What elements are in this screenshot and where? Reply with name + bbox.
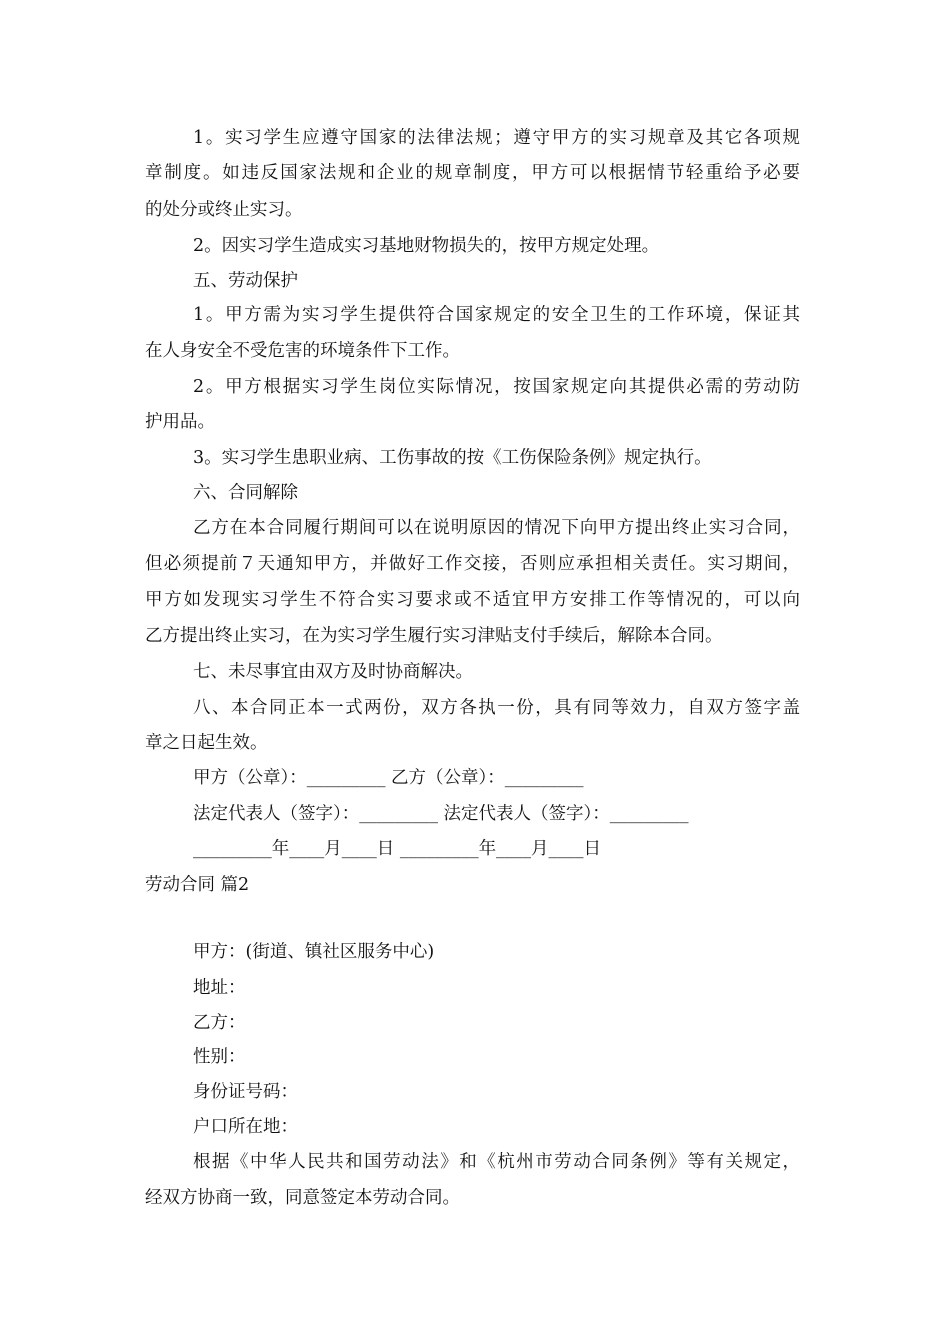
text-line: 乙方在本合同履行期间可以在说明原因的情况下向甲方提出终止实习合同， [193, 518, 800, 538]
text-line: 甲方如发现实习学生不符合实习要求或不适宜甲方安排工作等情况的，可以向 [145, 590, 800, 610]
text-line: 2。因实习学生造成实习基地财物损失的，按甲方规定处理。 [193, 236, 660, 256]
field-label-gender: 性别： [193, 1047, 246, 1067]
text-line: 护用品。 [145, 412, 215, 432]
text-line: 2。甲方根据实习学生岗位实际情况，按国家规定向其提供必需的劳动防 [193, 377, 800, 397]
text-line: 章制度。如违反国家法规和企业的规章制度，甲方可以根据情节轻重给予必要 [145, 163, 800, 183]
signature-line-representative: 法定代表人（签字）：_________ 法定代表人（签字）：_________ [193, 804, 689, 824]
section-heading: 六、合同解除 [193, 483, 298, 503]
signature-line-date: _________年____月____日 _________年____月____日 [193, 839, 602, 859]
text-line: 乙方提出终止实习，在为实习学生履行实习津贴支付手续后，解除本合同。 [145, 626, 723, 646]
text-line: 但必须提前７天通知甲方，并做好工作交接，否则应承担相关责任。实习期间， [145, 554, 800, 574]
section-heading: 五、劳动保护 [193, 271, 298, 291]
field-label-party-b: 乙方： [193, 1013, 246, 1033]
text-line: 七、未尽事宜由双方及时协商解决。 [193, 662, 473, 682]
text-line: 经双方协商一致，同意签定本劳动合同。 [145, 1188, 460, 1208]
text-line: 1。甲方需为实习学生提供符合国家规定的安全卫生的工作环境，保证其 [193, 305, 800, 325]
field-label-household: 户口所在地： [193, 1117, 298, 1137]
text-line: 1。实习学生应遵守国家的法律法规；遵守甲方的实习规章及其它各项规 [193, 128, 800, 148]
text-line: 3。实习学生患职业病、工伤事故的按《工伤保险条例》规定执行。 [193, 448, 712, 468]
text-line: 的处分或终止实习。 [145, 200, 303, 220]
document-title: 劳动合同 篇2 [145, 875, 250, 895]
text-line: 在人身安全不受危害的环境条件下工作。 [145, 341, 460, 361]
text-line: 甲方：(街道、镇社区服务中心) [193, 942, 435, 962]
text-line: 八、本合同正本一式两份，双方各执一份，具有同等效力，自双方签字盖 [193, 698, 800, 718]
text-line: 章之日起生效。 [145, 733, 268, 753]
text-line: 根据《中华人民共和国劳动法》和《杭州市劳动合同条例》等有关规定， [193, 1152, 800, 1172]
field-label-address: 地址： [193, 978, 246, 998]
signature-line-seal: 甲方（公章）：_________ 乙方（公章）：_________ [193, 768, 584, 788]
field-label-id-number: 身份证号码： [193, 1082, 298, 1102]
